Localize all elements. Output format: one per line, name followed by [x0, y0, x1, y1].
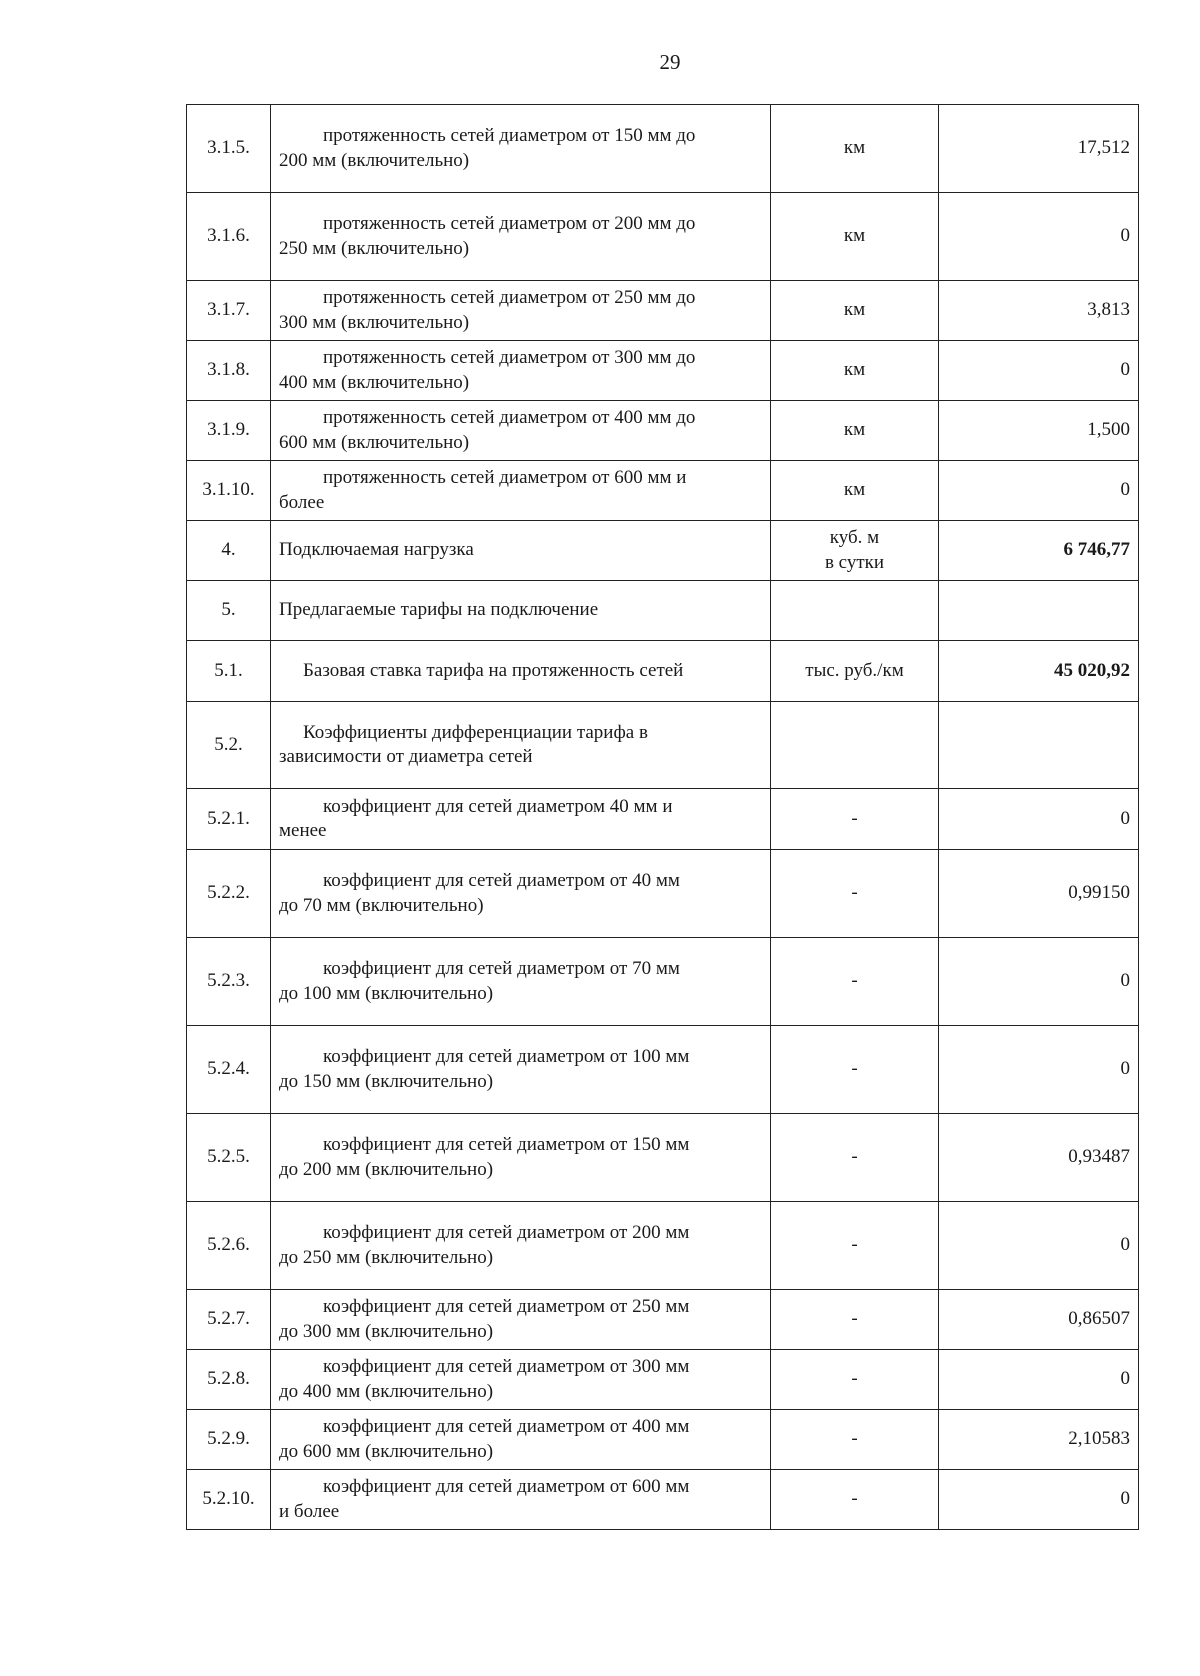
description-line: коэффициент для сетей диаметром от 40 мм — [323, 870, 680, 892]
row-value: 0,86507 — [939, 1290, 1139, 1350]
row-unit: - — [771, 1470, 939, 1530]
description-line: протяженность сетей диаметром от 150 мм до — [323, 125, 696, 147]
table-row — [187, 461, 1139, 521]
row-unit — [771, 702, 939, 789]
description-line: коэффициент для сетей диаметром 40 мм и — [323, 795, 673, 817]
description-line: Подключаемая нагрузка — [279, 539, 474, 561]
row-unit: км — [771, 461, 939, 521]
row-number: 5.2.5. — [187, 1114, 271, 1202]
row-description — [271, 1350, 771, 1410]
row-value: 0 — [939, 193, 1139, 281]
row-number: 3.1.9. — [187, 401, 271, 461]
row-description — [271, 850, 771, 938]
description-line: 400 мм (включительно) — [279, 371, 470, 393]
row-unit: - — [771, 1350, 939, 1410]
tariff-table — [186, 104, 1139, 1530]
row-number: 5.2.6. — [187, 1202, 271, 1290]
row-value: 0 — [939, 461, 1139, 521]
description-line: коэффициент для сетей диаметром от 70 мм — [323, 958, 680, 980]
row-value: 17,512 — [939, 105, 1139, 193]
row-value: 3,813 — [939, 281, 1139, 341]
row-value: 0 — [939, 1026, 1139, 1114]
row-description — [271, 1114, 771, 1202]
row-description — [271, 281, 771, 341]
description-line: коэффициент для сетей диаметром от 400 мм — [323, 1416, 690, 1438]
description-line: 200 мм (включительно) — [279, 149, 470, 171]
row-value: 0 — [939, 341, 1139, 401]
row-description — [271, 105, 771, 193]
description-line: зависимости от диаметра сетей — [279, 746, 533, 767]
row-unit: км — [771, 281, 939, 341]
page-number: 29 — [659, 50, 681, 74]
row-number: 3.1.6. — [187, 193, 271, 281]
row-value: 0 — [939, 789, 1139, 850]
description-line: менее — [279, 820, 327, 841]
description-line: до 600 мм (включительно) — [279, 1440, 494, 1462]
row-unit: тыс. руб./км — [771, 641, 939, 702]
row-number: 5.2.10. — [187, 1470, 271, 1530]
row-value — [939, 581, 1139, 641]
table-row — [187, 581, 1139, 641]
row-number: 3.1.7. — [187, 281, 271, 341]
description-line: до 70 мм (включительно) — [279, 894, 484, 916]
description-line: Предлагаемые тарифы на подключение — [279, 599, 599, 621]
row-unit: - — [771, 789, 939, 850]
table-row — [187, 938, 1139, 1026]
row-unit: - — [771, 1290, 939, 1350]
row-number: 5.1. — [187, 641, 271, 702]
row-description — [271, 341, 771, 401]
row-description — [271, 461, 771, 521]
description-line: коэффициент для сетей диаметром от 200 мм — [323, 1222, 690, 1244]
table-row — [187, 850, 1139, 938]
table-row — [187, 1026, 1139, 1114]
table-row — [187, 789, 1139, 850]
row-description — [271, 1026, 771, 1114]
row-unit: - — [771, 1410, 939, 1470]
row-description — [271, 1410, 771, 1470]
table-row — [187, 341, 1139, 401]
row-description — [271, 401, 771, 461]
description-line: коэффициент для сетей диаметром от 600 мм — [323, 1476, 690, 1498]
row-description — [271, 521, 771, 581]
description-line: 250 мм (включительно) — [279, 237, 470, 259]
description-line: и более — [279, 1500, 340, 1522]
description-line: до 100 мм (включительно) — [279, 982, 494, 1004]
unit-line: в сутки — [824, 551, 885, 573]
row-description — [271, 641, 771, 702]
description-line: до 200 мм (включительно) — [279, 1158, 494, 1180]
table-row — [187, 1470, 1139, 1530]
row-description — [271, 938, 771, 1026]
row-number: 5.2.2. — [187, 850, 271, 938]
description-line: коэффициент для сетей диаметром от 150 мм — [323, 1134, 690, 1156]
description-line: до 400 мм (включительно) — [279, 1380, 494, 1402]
row-value: 2,10583 — [939, 1410, 1139, 1470]
row-description — [271, 581, 771, 641]
row-value: 0 — [939, 1202, 1139, 1290]
description-line: до 300 мм (включительно) — [279, 1320, 494, 1342]
table-row — [187, 401, 1139, 461]
row-description — [271, 1202, 771, 1290]
description-line: до 150 мм (включительно) — [279, 1070, 494, 1092]
row-unit: км — [771, 341, 939, 401]
description-line: коэффициент для сетей диаметром от 100 мм — [323, 1046, 690, 1068]
row-description — [271, 193, 771, 281]
description-line: протяженность сетей диаметром от 250 мм до — [323, 287, 696, 309]
row-number: 5.2.4. — [187, 1026, 271, 1114]
row-value: 1,500 — [939, 401, 1139, 461]
row-unit: км — [771, 193, 939, 281]
description-line: Коэффициенты дифференциации тарифа в — [303, 721, 648, 743]
table-row — [187, 702, 1139, 789]
row-number: 5.2.1. — [187, 789, 271, 850]
description-line: протяженность сетей диаметром от 300 мм до — [323, 347, 696, 369]
table-row — [187, 1350, 1139, 1410]
row-unit: - — [771, 1026, 939, 1114]
row-description — [271, 789, 771, 850]
row-unit: км — [771, 105, 939, 193]
row-unit: - — [771, 850, 939, 938]
row-description — [271, 1470, 771, 1530]
row-description — [271, 1290, 771, 1350]
row-number: 3.1.5. — [187, 105, 271, 193]
description-line: протяженность сетей диаметром от 200 мм до — [323, 213, 696, 235]
row-number: 5.2.9. — [187, 1410, 271, 1470]
table-row — [187, 1290, 1139, 1350]
row-unit: - — [771, 1202, 939, 1290]
row-number: 5.2.8. — [187, 1350, 271, 1410]
table-row — [187, 105, 1139, 193]
unit-line: куб. м — [829, 527, 880, 549]
row-number: 5.2. — [187, 702, 271, 789]
description-line: Базовая ставка тарифа на протяженность сетей — [303, 659, 684, 681]
table-row — [187, 1410, 1139, 1470]
row-unit: - — [771, 938, 939, 1026]
row-number: 3.1.10. — [187, 461, 271, 521]
row-value: 45 020,92 — [939, 641, 1139, 702]
description-line: протяженность сетей диаметром от 600 мм и — [323, 467, 687, 489]
description-line: до 250 мм (включительно) — [279, 1246, 494, 1268]
row-number: 5.2.7. — [187, 1290, 271, 1350]
row-value: 6 746,77 — [939, 521, 1139, 581]
table-row — [187, 193, 1139, 281]
description-line: более — [279, 491, 325, 513]
table-row — [187, 1114, 1139, 1202]
description-line: коэффициент для сетей диаметром от 300 мм — [323, 1356, 690, 1378]
row-value: 0,99150 — [939, 850, 1139, 938]
row-unit: - — [771, 1114, 939, 1202]
row-unit — [771, 521, 939, 581]
row-number: 4. — [187, 521, 271, 581]
table-row — [187, 281, 1139, 341]
row-unit — [771, 581, 939, 641]
row-description — [271, 702, 771, 789]
row-number: 5. — [187, 581, 271, 641]
row-number: 3.1.8. — [187, 341, 271, 401]
description-line: коэффициент для сетей диаметром от 250 мм — [323, 1296, 690, 1318]
row-value: 0 — [939, 938, 1139, 1026]
row-number: 5.2.3. — [187, 938, 271, 1026]
row-value: 0 — [939, 1470, 1139, 1530]
row-value: 0,93487 — [939, 1114, 1139, 1202]
row-value: 0 — [939, 1350, 1139, 1410]
description-line: 300 мм (включительно) — [279, 311, 470, 333]
description-line: протяженность сетей диаметром от 400 мм до — [323, 407, 696, 429]
table-row — [187, 1202, 1139, 1290]
table-row — [187, 521, 1139, 581]
row-value — [939, 702, 1139, 789]
table-row — [187, 641, 1139, 702]
description-line: 600 мм (включительно) — [279, 431, 470, 453]
row-unit: км — [771, 401, 939, 461]
